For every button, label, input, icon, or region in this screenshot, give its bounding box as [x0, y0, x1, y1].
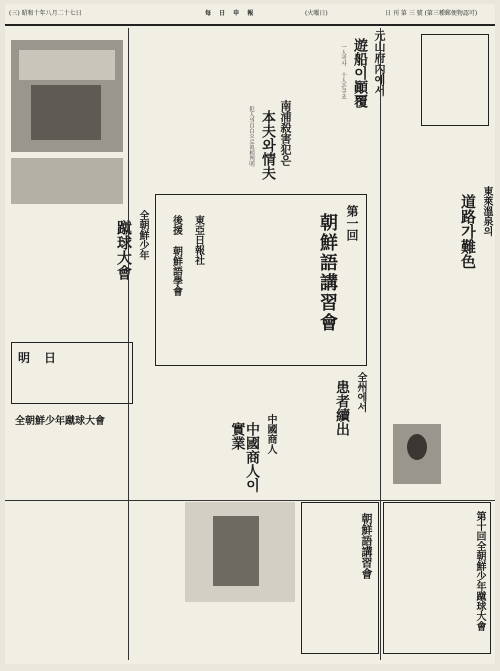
notice-box-top-right: [421, 34, 489, 126]
section-rule: [5, 500, 495, 501]
column-rule: [128, 28, 129, 660]
bottom-body: [135, 609, 295, 659]
ad-right-text: 第十回全朝鮮少年蹴球大會: [474, 511, 485, 631]
column-rule: [380, 28, 381, 660]
newspaper-page: [5, 4, 495, 664]
article-jeonju: [295, 372, 365, 482]
china-headline: 中國商人이實業: [229, 422, 260, 492]
football-left-title: 全朝鮮少年: [137, 210, 148, 260]
football-left-body: [11, 210, 71, 320]
korean-title: 第一回: [345, 205, 359, 241]
dongnae-body: [385, 184, 425, 304]
masthead: [5, 4, 495, 26]
bottom-photo: [185, 502, 295, 602]
yuansan-title: 元山府內에서: [373, 30, 386, 96]
korean-body: [216, 205, 296, 325]
portrait-photo: [393, 424, 441, 484]
notice-title: 明日: [18, 351, 71, 365]
notice-box-left: [11, 342, 133, 404]
article-notice: [11, 404, 131, 444]
dongnae-title: 東萊溫泉의: [481, 186, 492, 236]
ad-center: [301, 502, 379, 654]
jeonju-title: 全州에서: [355, 372, 366, 412]
yuansan-sub: 一人즉사 十人은구조: [340, 44, 346, 100]
dongnae-headline: 道路가難色: [459, 194, 477, 269]
masthead-right-info: 日 刊 第 三 號 (第三種郵便物認可): [385, 10, 478, 17]
nampo-headline: 本夫와情夫: [260, 110, 276, 180]
ad-center-text: 朝鮮語講習會: [360, 513, 373, 579]
masthead-left-info: (三) 昭和十年八月二十七日: [9, 10, 82, 17]
nampo-sub: 犯人의自白으로眞相判明: [248, 106, 254, 167]
nampo-body: [125, 104, 225, 204]
article-china: [195, 414, 275, 494]
ad-right: [383, 502, 491, 654]
china-title: 中國商人: [265, 414, 276, 454]
korean-organizer-2: 後援 朝鮮語學會: [170, 215, 182, 296]
korean-headline: 朝鮮語講習會: [317, 213, 338, 333]
team-photo: [11, 40, 123, 152]
nampo-title: 南浦殺害犯은: [279, 100, 292, 166]
yuansan-headline: 遊船이顚覆: [352, 38, 368, 108]
notice-box-left-body: [16, 369, 126, 397]
article-football-left: [75, 210, 147, 320]
team-photo-lower: [11, 158, 123, 204]
notice-headline: 全朝鮮少年蹴球大會: [15, 416, 105, 427]
article-yuansan: [323, 30, 385, 140]
jeonju-headline: 患者續出: [334, 380, 350, 436]
masthead-title: 每 日 申 報: [205, 10, 257, 17]
football-left-headline: 蹴球大會: [115, 220, 133, 280]
left-bottom-body: [11, 444, 131, 644]
korean-course-box: [155, 194, 367, 366]
masthead-center-info: (火曜日): [305, 10, 328, 17]
korean-organizer-1: 東亞日報社: [192, 215, 204, 265]
article-dongnae: [429, 186, 491, 306]
